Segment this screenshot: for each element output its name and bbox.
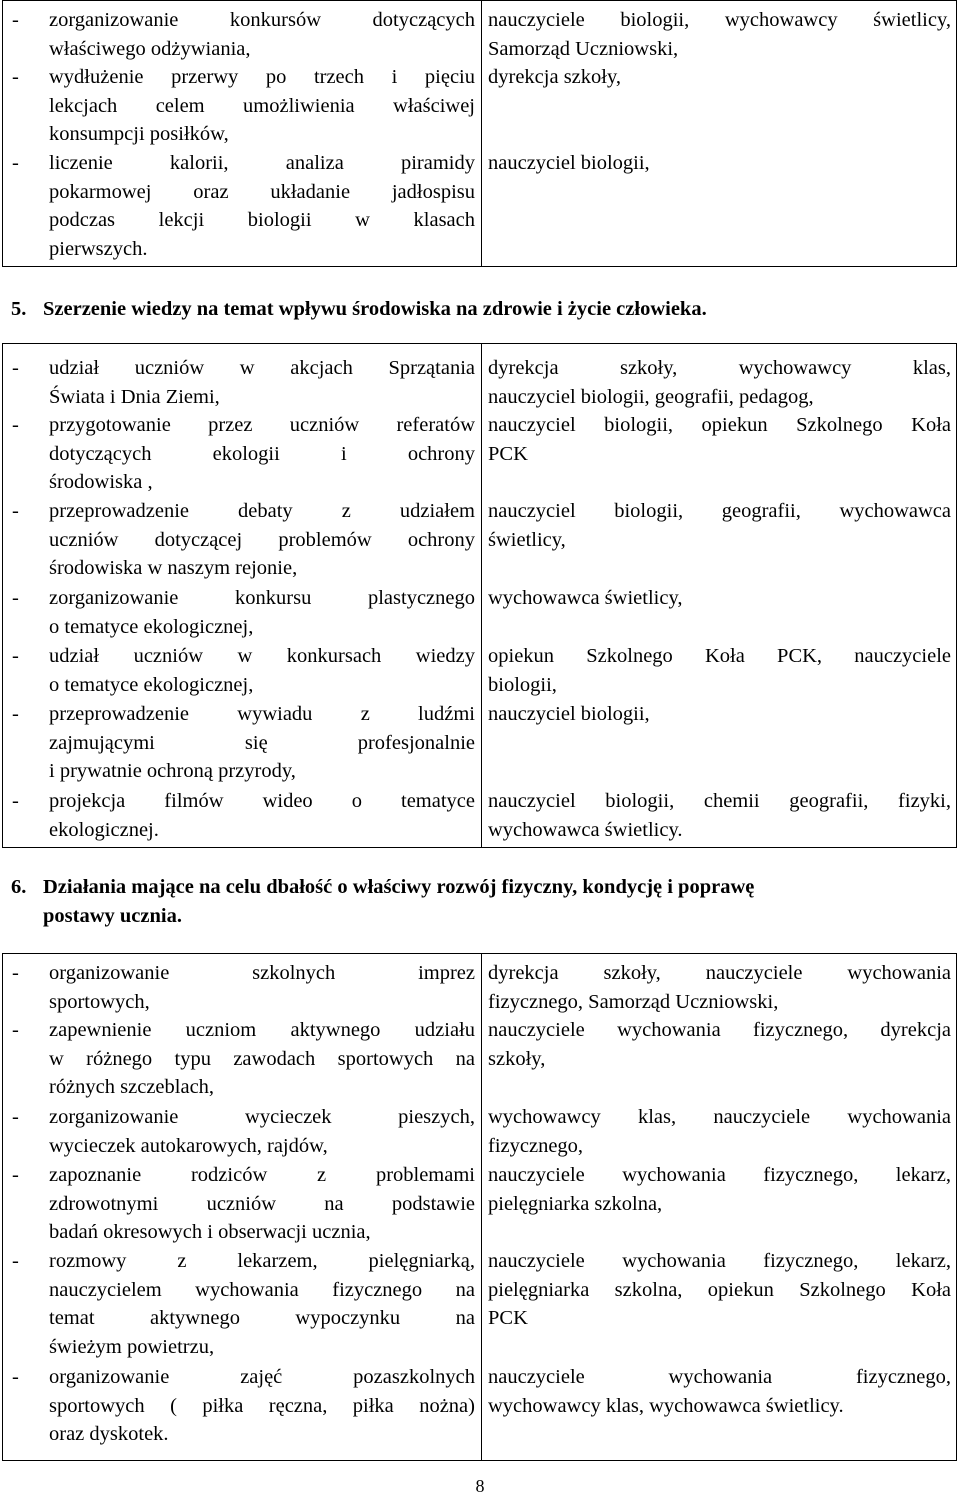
- responsible-line: nauczyciel biologii,: [488, 152, 650, 174]
- bullet-dash: -: [12, 962, 19, 984]
- activity-line: wycieczek autokarowych, rajdów,: [49, 1134, 328, 1157]
- activity-line: konsumpcji posiłków,: [49, 123, 229, 145]
- activity-line: oraz dyskotek.: [49, 1423, 169, 1445]
- list-item: [12, 63, 475, 149]
- responsible-cell: [488, 354, 951, 411]
- activity-text: [49, 700, 475, 786]
- responsible-line: wychowawcy klas, nauczyciele wychowania: [488, 1106, 951, 1128]
- activity-line: dotyczących ekologii i ochrony: [49, 442, 475, 465]
- responsible-line: nauczyciel biologii, geografii, pedagog,: [488, 385, 814, 408]
- bullet-dash: -: [12, 357, 19, 379]
- responsible-line: nauczyciele wychowania fizycznego,: [488, 1366, 951, 1388]
- activity-cell: [12, 642, 475, 699]
- responsible-cell: [488, 1016, 951, 1073]
- activity-line: podczas lekcji biologii w klasach: [49, 209, 475, 231]
- activity-cell: [12, 787, 475, 844]
- responsible-line: wychowawca świetlicy.: [488, 818, 683, 841]
- activity-line: wydłużenie przerwy po trzech i pięciu: [49, 66, 475, 88]
- responsible-line: szkoły,: [488, 1047, 546, 1070]
- list-item: [12, 1016, 475, 1102]
- bullet-dash: -: [12, 152, 19, 174]
- list-item: [12, 149, 475, 263]
- activity-cell: [12, 959, 475, 1016]
- activity-text: [49, 959, 475, 1016]
- bullet-dash: -: [12, 1164, 19, 1186]
- activity-line: Świata i Dnia Ziemi,: [49, 385, 220, 408]
- responsible-line: nauczyciele biologii, wychowawcy świetlicy,: [488, 9, 951, 31]
- responsible-cell: [488, 700, 951, 729]
- responsible-line: biologii,: [488, 673, 557, 696]
- activity-text: [49, 411, 475, 497]
- activity-text: [49, 63, 475, 149]
- column-divider: [481, 343, 482, 848]
- activity-line: zorganizowanie wycieczek pieszych,: [49, 1106, 475, 1128]
- section-title-line-1: Działania mające na celu dbałość o właściwy rozwój fizyczny, kondycję i poprawę: [43, 876, 755, 898]
- activity-line: zapewnienie uczniom aktywnego udziału: [49, 1019, 475, 1041]
- activity-line: różnych szczeblach,: [49, 1076, 215, 1098]
- responsible-line: nauczyciel biologii,: [488, 703, 650, 725]
- responsible-line: opiekun Szkolnego Koła PCK, nauczyciele: [488, 645, 951, 667]
- activity-line: projekcja filmów wideo o tematyce: [49, 790, 475, 812]
- section-6-heading: [11, 873, 951, 931]
- list-item: [12, 1363, 475, 1449]
- activities-table-environment: [2, 343, 957, 848]
- activity-text: [49, 1363, 475, 1449]
- list-item: [12, 642, 475, 699]
- responsible-cell: [488, 1161, 951, 1218]
- page-number: 8: [475, 1476, 485, 1496]
- section-5-heading: [11, 295, 951, 324]
- responsible-line: fizycznego,: [488, 1134, 584, 1157]
- list-item: [12, 1161, 475, 1247]
- responsible-line: nauczyciel biologii, opiekun Szkolnego Koła: [488, 414, 951, 436]
- activity-line: sportowych,: [49, 990, 150, 1013]
- responsible-line: wychowawca świetlicy,: [488, 587, 683, 609]
- bullet-dash: -: [12, 1366, 19, 1388]
- activity-text: [49, 584, 475, 641]
- responsible-cell: [488, 1103, 951, 1160]
- bullet-dash: -: [12, 9, 19, 31]
- responsible-cell: [488, 149, 951, 178]
- list-item: [12, 584, 475, 641]
- responsible-cell: [488, 787, 951, 844]
- activity-line: organizowanie szkolnych imprez: [49, 962, 475, 984]
- responsible-cell: [488, 642, 951, 699]
- section-title: Szerzenie wiedzy na temat wpływu środowiska na zdrowie i życie człowieka.: [43, 298, 707, 320]
- activity-line: właściwego odżywiania,: [49, 37, 251, 60]
- responsible-line: nauczyciele wychowania fizycznego, lekarz,: [488, 1250, 951, 1272]
- activity-cell: [12, 1161, 475, 1247]
- activities-table-physical: [2, 953, 957, 1461]
- activity-line: pierwszych.: [49, 237, 148, 260]
- activity-line: o tematyce ekologicznej,: [49, 673, 254, 696]
- bullet-dash: -: [12, 66, 19, 88]
- section-number: 6.: [11, 876, 27, 898]
- list-item: [12, 497, 475, 583]
- column-divider: [481, 0, 482, 267]
- responsible-cell: [488, 1363, 951, 1420]
- section-number: 5.: [11, 298, 27, 320]
- activity-text: [49, 497, 475, 583]
- activity-line: udział uczniów w akcjach Sprzątania: [49, 357, 475, 379]
- responsible-cell: [488, 497, 951, 554]
- section-title-line-2: postawy ucznia.: [43, 905, 182, 927]
- activity-text: [49, 642, 475, 699]
- activity-text: [49, 1103, 475, 1160]
- activity-text: [49, 787, 475, 844]
- activity-line: o tematyce ekologicznej,: [49, 615, 254, 638]
- activity-line: ekologicznej.: [49, 818, 159, 841]
- activity-cell: [12, 700, 475, 786]
- activity-cell: [12, 1103, 475, 1160]
- activity-line: przeprowadzenie wywiadu z ludźmi: [49, 703, 475, 725]
- responsible-line: nauczyciel biologii, geografii, wychowawca: [488, 500, 951, 522]
- activity-line: środowiska ,: [49, 471, 153, 493]
- activity-line: organizowanie zajęć pozaszkolnych: [49, 1366, 475, 1388]
- activity-text: [49, 1247, 475, 1361]
- list-item: [12, 6, 475, 63]
- bullet-dash: -: [12, 790, 19, 812]
- responsible-line: dyrekcja szkoły, wychowawcy klas,: [488, 357, 951, 379]
- activity-text: [49, 1016, 475, 1102]
- activity-line: rozmowy z lekarzem, pielęgniarką,: [49, 1250, 475, 1272]
- bullet-dash: -: [12, 1106, 19, 1128]
- list-item: [12, 411, 475, 497]
- column-divider: [481, 953, 482, 1461]
- activity-line: zapoznanie rodziców z problemami: [49, 1164, 475, 1186]
- responsible-cell: [488, 63, 951, 92]
- responsible-line: nauczyciel biologii, chemii geografii, fizyki,: [488, 790, 951, 812]
- activity-line: lekcjach celem umożliwienia właściwej: [49, 94, 475, 117]
- activity-line: temat aktywnego wypoczynku na: [49, 1307, 475, 1329]
- bullet-dash: -: [12, 703, 19, 725]
- activity-cell: [12, 63, 475, 149]
- activity-cell: [12, 1016, 475, 1102]
- activity-cell: [12, 1247, 475, 1361]
- activity-line: badań okresowych i obserwacji ucznia,: [49, 1221, 371, 1243]
- responsible-line: wychowawcy klas, wychowawca świetlicy.: [488, 1394, 844, 1417]
- activity-cell: [12, 149, 475, 263]
- responsible-line: PCK: [488, 1307, 528, 1329]
- list-item: [12, 959, 475, 1016]
- activity-line: nauczycielem wychowania fizycznego na: [49, 1278, 475, 1301]
- responsible-cell: [488, 1247, 951, 1333]
- bullet-dash: -: [12, 587, 19, 609]
- responsible-line: pielęgniarka szkolna, opiekun Szkolnego Koła: [488, 1278, 951, 1301]
- responsible-cell: [488, 6, 951, 63]
- activity-text: [49, 149, 475, 263]
- activity-line: zorganizowanie konkursu plastycznego: [49, 587, 475, 609]
- activity-line: zajmującymi się profesjonalnie: [49, 731, 475, 754]
- activity-line: świeżym powietrzu,: [49, 1335, 215, 1358]
- responsible-line: PCK: [488, 442, 528, 465]
- bullet-dash: -: [12, 1250, 19, 1272]
- activity-line: przeprowadzenie debaty z udziałem: [49, 500, 475, 522]
- list-item: [12, 700, 475, 786]
- activity-text: [49, 354, 475, 411]
- responsible-line: świetlicy,: [488, 528, 566, 551]
- activity-cell: [12, 6, 475, 63]
- activity-cell: [12, 497, 475, 583]
- activities-table-nutrition: [2, 0, 957, 267]
- activity-line: liczenie kalorii, analiza piramidy: [49, 152, 475, 174]
- activity-line: zorganizowanie konkursów dotyczących: [49, 9, 475, 31]
- responsible-line: nauczyciele wychowania fizycznego, lekarz,: [488, 1164, 951, 1186]
- activity-cell: [12, 411, 475, 497]
- responsible-cell: [488, 584, 951, 613]
- activity-line: przygotowanie przez uczniów referatów: [49, 414, 475, 436]
- list-item: [12, 787, 475, 844]
- responsible-line: nauczyciele wychowania fizycznego, dyrekcja: [488, 1019, 951, 1041]
- responsible-line: Samorząd Uczniowski,: [488, 37, 679, 60]
- bullet-dash: -: [12, 414, 19, 436]
- activity-line: i prywatnie ochroną przyrody,: [49, 760, 296, 782]
- activity-cell: [12, 354, 475, 411]
- list-item: [12, 1247, 475, 1361]
- responsible-line: dyrekcja szkoły,: [488, 66, 622, 88]
- list-item: [12, 354, 475, 411]
- bullet-dash: -: [12, 1019, 19, 1041]
- responsible-cell: [488, 411, 951, 468]
- activity-line: uczniów dotyczącej problemów ochrony: [49, 528, 475, 551]
- bullet-dash: -: [12, 645, 19, 667]
- activity-text: [49, 6, 475, 63]
- activity-line: udział uczniów w konkursach wiedzy: [49, 645, 475, 667]
- list-item: [12, 1103, 475, 1160]
- activity-line: w różnego typu zawodach sportowych na: [49, 1047, 475, 1070]
- bullet-dash: -: [12, 500, 19, 522]
- responsible-line: dyrekcja szkoły, nauczyciele wychowania: [488, 962, 951, 984]
- activity-cell: [12, 1363, 475, 1449]
- responsible-line: fizycznego, Samorząd Uczniowski,: [488, 990, 779, 1013]
- activity-line: sportowych ( piłka ręczna, piłka nożna): [49, 1394, 475, 1417]
- activity-line: środowiska w naszym rejonie,: [49, 557, 298, 579]
- activity-line: pokarmowej oraz układanie jadłospisu: [49, 180, 475, 203]
- activity-cell: [12, 584, 475, 641]
- activity-line: zdrowotnymi uczniów na podstawie: [49, 1192, 475, 1215]
- responsible-line: pielęgniarka szkolna,: [488, 1192, 663, 1215]
- responsible-cell: [488, 959, 951, 1016]
- activity-text: [49, 1161, 475, 1247]
